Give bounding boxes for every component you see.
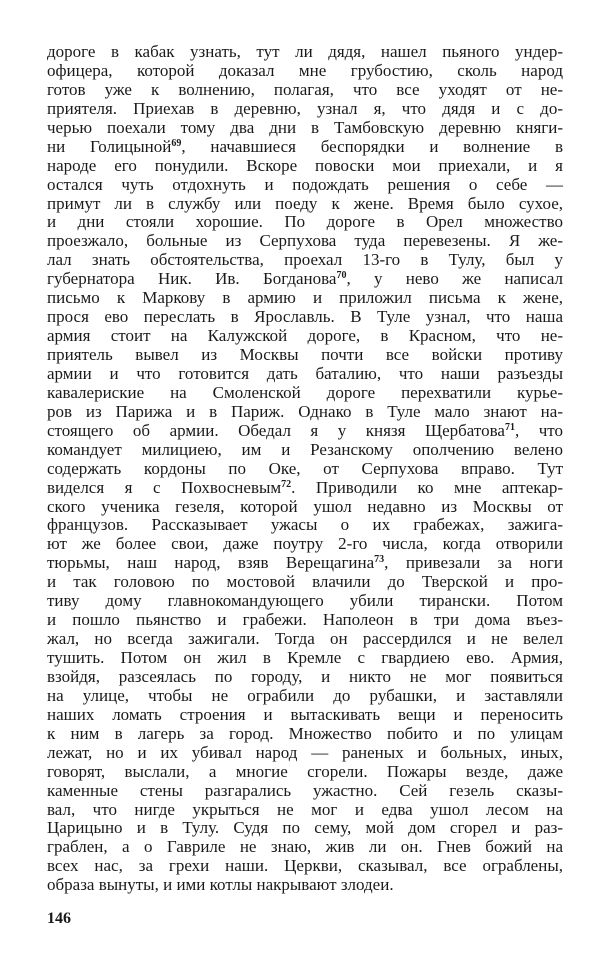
text-segment: и дни стояли хорошие. По дороге в Орел множество (47, 212, 563, 232)
footnote-reference: 71 (504, 421, 515, 433)
text-segment: ют же более свои, даже поутру 2-го числа, когда отворили (47, 534, 563, 554)
text-segment: тиву дому главнокомандующего убили тирански. Потом (47, 591, 563, 611)
text-segment: ского ученика гезеля, которой ушол недавно из Москвы от (47, 496, 563, 516)
text-segment: остался чуть отдохнуть и подождать решения о себе — (47, 174, 563, 194)
text-segment: командует милициею, им и Резанскому ополчению велено (47, 439, 563, 459)
text-line (47, 365, 563, 384)
text-segment: , что (514, 420, 563, 440)
text-segment: к ним в лагерь за город. Множество побито и по улицам (47, 723, 563, 743)
text-segment: образа вынуты, и ими котлы накрывают злодеи. (47, 875, 394, 895)
text-segment: готов уже к волнению, полагая, что все уходят от не- (47, 79, 563, 99)
text-line (47, 100, 563, 119)
text-line (47, 62, 563, 81)
text-line (47, 403, 563, 422)
text-line (47, 763, 563, 782)
text-line (47, 725, 563, 744)
text-line (47, 498, 563, 517)
text-line (47, 460, 563, 479)
text-segment: на улице, чтобы не ограбили до рубашки, и заставляли (47, 685, 563, 705)
text-segment: письмо к Маркову в армию и приложил письма к жене, (47, 288, 563, 308)
text-segment: приятель вывел из Москвы почти все войски противу (47, 345, 563, 364)
text-segment: виделся я с Похвосневым (47, 477, 282, 497)
text-segment: приятеля. Приехав в деревню, узнал я, что дядя и с до- (47, 98, 563, 118)
text-line (47, 213, 563, 232)
text-line (47, 554, 563, 573)
text-line (47, 81, 563, 100)
text-line (47, 573, 563, 592)
text-segment: прося ево переслать в Ярославль. В Туле узнал, что наша (47, 307, 563, 327)
text-segment: губернатора Ник. Ив. Богданова (47, 269, 337, 289)
text-segment: и так головою по мостовой влачили до Тверской и про- (47, 572, 563, 592)
text-segment: наших ломать строения и вытаскивать вещи и переносить (47, 704, 563, 724)
text-segment: всех нас, за грехи наши. Церкви, сказывал, все ограблены, (47, 856, 563, 876)
footnote-reference: 70 (336, 270, 347, 282)
text-line (47, 422, 563, 441)
text-segment: граблен, а о Гавриле не знаю, жив ли он. Гнев божий на (47, 837, 563, 857)
text-line (47, 119, 563, 138)
text-line (47, 630, 563, 649)
text-line (47, 801, 563, 820)
text-line (47, 327, 563, 346)
text-segment: кавалериские на Смоленской дороге перехватили курье- (47, 382, 563, 402)
page-body-text (47, 43, 563, 895)
text-segment: лежат, но и их убивал народ — раненых и больных, иных, (47, 742, 563, 762)
text-line (47, 782, 563, 801)
text-segment: , начавшиеся беспорядки и волнение в (181, 136, 563, 156)
text-segment: тюрьмы, наш народ, взяв Верещагина (47, 553, 375, 573)
text-line (47, 687, 563, 706)
text-line (47, 535, 563, 554)
text-line (47, 668, 563, 687)
text-segment: говорят, выслали, а многие сгорели. Пожары везде, даже (47, 761, 563, 781)
text-segment: французов. Рассказывает ужасы о их грабежах, зажига- (47, 515, 563, 535)
text-segment: . Приводили ко мне аптекар- (291, 477, 563, 497)
text-line (47, 838, 563, 857)
footnote-reference: 72 (281, 478, 292, 490)
text-segment: проезжало, больные из Серпухова туда перевезены. Я же- (47, 231, 563, 251)
text-segment: примут ли в службу или поеду к жене. Время было сухое, (47, 193, 563, 213)
text-segment: армии и что готовится дать баталию, что наши разъезды (47, 363, 563, 383)
text-line (47, 706, 563, 725)
footnote-reference: 73 (374, 554, 385, 566)
text-segment: Царицыно и в Тулу. Судя по сему, мой дом сгорел и раз- (47, 818, 563, 838)
text-segment: вал, что нигде укрыться не мог и едва ушол лесом на (47, 799, 563, 819)
text-line (47, 195, 563, 214)
text-segment: жал, но всегда зажигали. Тогда он рассердился и не велел (47, 629, 563, 649)
text-segment: ни Голицыной (47, 136, 172, 156)
text-line (47, 270, 563, 289)
text-line (47, 857, 563, 876)
text-segment: лал знать обстоятельства, проехал 13-го в Тулу, был у (47, 250, 563, 270)
text-segment: взойдя, разсеялась по городу, и никто не мог появиться (47, 666, 563, 686)
text-line (47, 441, 563, 460)
text-segment: черью поехали тому два дни в Тамбовскую деревню княги- (47, 117, 563, 137)
page-number: 146 (47, 910, 71, 927)
text-line (47, 744, 563, 763)
text-line (47, 876, 563, 895)
text-line (47, 157, 563, 176)
text-segment: и пошло пьянство и грабежи. Наполеон в три дома въез- (47, 610, 563, 630)
text-line (47, 516, 563, 535)
footnote-reference: 69 (171, 137, 182, 149)
text-segment: ров из Парижа и в Париж. Однако в Туле мало знают на- (47, 401, 563, 421)
text-segment: тушить. Потом он жил в Кремле с гвардиею ево. Армия, (47, 648, 563, 667)
text-line (47, 138, 563, 157)
text-line (47, 479, 563, 498)
text-segment: стоящего об армии. Обедал я у князя Щербатова (47, 420, 505, 440)
text-line (47, 384, 563, 403)
text-line (47, 289, 563, 308)
text-segment: офицера, которой доказал мне грубостию, сколь народ (47, 60, 563, 80)
text-segment: , у нево же написал (346, 269, 564, 289)
text-line (47, 611, 563, 630)
text-line (47, 592, 563, 611)
text-line (47, 251, 563, 270)
text-segment: каменные стены разгарались ужастно. Сей гезель сказы- (47, 780, 563, 800)
text-line (47, 649, 563, 668)
text-line (47, 308, 563, 327)
text-line (47, 176, 563, 195)
text-segment: , привезали за ноги (384, 553, 563, 573)
text-segment: народе его понудили. Вскоре повоски мои приехали, и я (47, 155, 563, 175)
text-line (47, 232, 563, 251)
text-line (47, 346, 563, 365)
text-line (47, 819, 563, 838)
text-line (47, 43, 563, 62)
text-segment: армия стоит на Калужской дороге, в Красном, что не- (47, 326, 563, 346)
text-segment: дороге в кабак узнать, тут ли дядя, нашел пьяного ундер- (47, 42, 563, 61)
text-segment: содержать кордоны по Оке, от Серпухова вправо. Тут (47, 458, 563, 478)
